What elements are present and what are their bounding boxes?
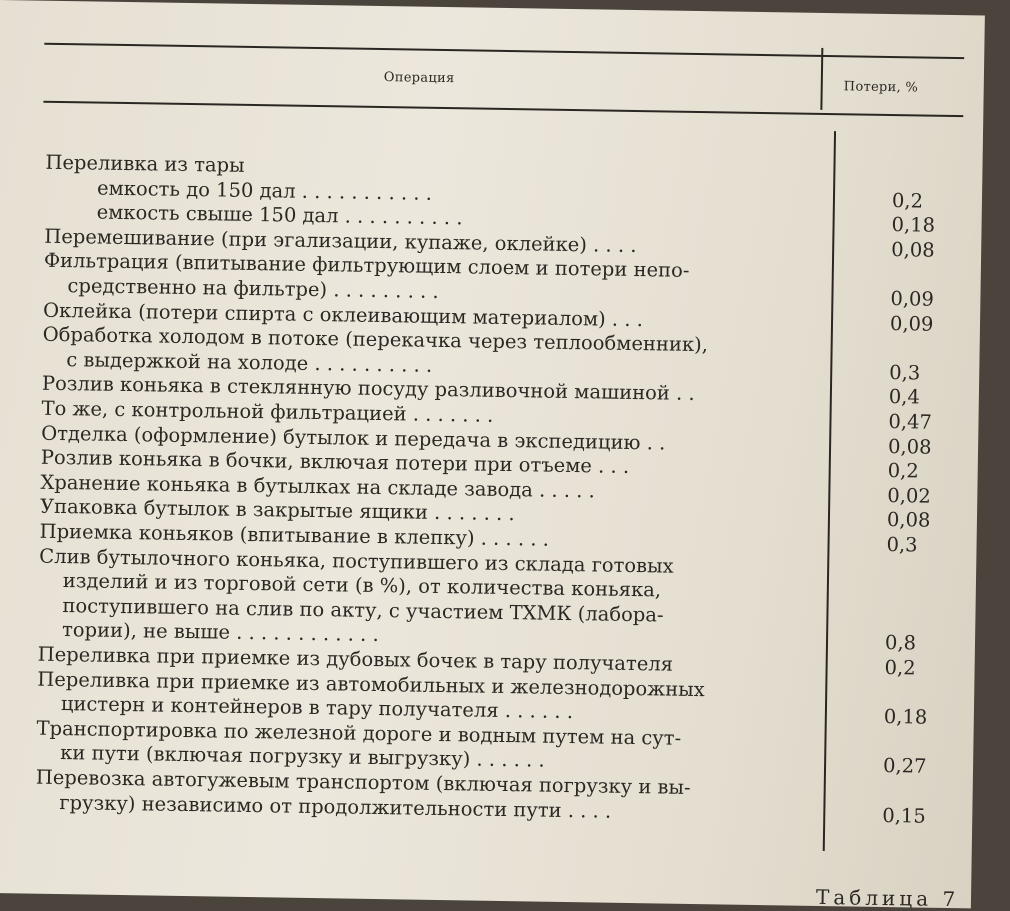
header-losses: Потери, % (843, 79, 919, 96)
header-operation: Операция (383, 70, 455, 87)
header-bottom-rule (43, 101, 963, 117)
table-row-text: Слив бутылочного коньяка, поступившего из склада готовых (39, 544, 674, 578)
table-row-text: Переливка из тары (45, 150, 245, 177)
table-row-value: 0,09 (889, 311, 934, 336)
table-row-value: 0,18 (891, 213, 936, 237)
table-row-text: Перемешивание (при эгализации, купаже, оклейке) . . . . (44, 224, 637, 257)
table-row-text: Хранение коньяка в бутылках на складе завода . . . . . (40, 470, 596, 503)
table-row-text: поступившего на слив по акту, с участием ТХМК (лабора- (62, 593, 664, 627)
table-row-text: Розлив коньяка в бочки, включая потери при отъеме . . . (40, 445, 630, 479)
table-row-text: Перевозка автогужевым транспортом (включая погрузку и вы- (35, 765, 691, 799)
table-row-value: 0,8 (884, 631, 917, 655)
table-row-value: 0,27 (882, 754, 927, 779)
table-row-value: 0,18 (883, 705, 928, 729)
table-row-text: емкость свыше 150 дал . . . . . . . . . . (96, 200, 463, 230)
table-row-text: Розлив коньяка в стеклянную посуду разливочной машиной . . (41, 372, 695, 406)
table-row-text: Переливка при приемке из автомобильных и железнодорожных (37, 667, 705, 701)
table-row-text: Приемка коньяков (впитывание в клепку) . . . . . . (39, 519, 550, 551)
table-row-text: Транспортировка по железной дороге и водным путем на сут- (36, 716, 682, 750)
table-row-text: средственно на фильтре) . . . . . . . . . (67, 274, 439, 303)
table-row-value: 0,02 (887, 483, 931, 508)
table-top-rule (44, 43, 964, 59)
table-row-text: цистерн и контейнеров в тару получателя . . . . . . (60, 692, 574, 724)
table-row-text: изделий и из торговой сети (в %), от количества коньяка, (62, 569, 662, 602)
table-row-text: Фильтрация (впитывание фильтрующим слоем и потери непо- (43, 249, 690, 283)
table-row-text: с выдержкой на холоде . . . . . . . . . . (66, 347, 433, 377)
table-row-text: Отделка (оформление) бутылок и передача в экспедицию . . (41, 421, 666, 455)
table-row-value: 0,2 (887, 459, 919, 483)
table-row-value: 0,08 (887, 434, 932, 459)
table-label: Таблица 7 (815, 884, 960, 911)
table-row-text: То же, с контрольной фильтрацией . . . . . . . (41, 396, 494, 427)
table-row-text: тории), не выше . . . . . . . . . . . . (61, 618, 379, 647)
table-row-text: Упаковка бутылок в закрытые ящики . . . . . . . (39, 495, 515, 526)
table-row-value: 0,08 (891, 237, 935, 262)
table-row-value: 0,08 (886, 508, 931, 533)
table-row-value: 0,2 (891, 188, 924, 213)
table-row-text: ки пути (включая погрузку и выгрузку) . . . . . . (60, 741, 545, 773)
table-row-value: 0,4 (888, 385, 921, 409)
table-row-value: 0,15 (882, 803, 926, 828)
header-divider (820, 48, 823, 110)
table-row-text: грузку) независимо от продолжительности пути . . . . (59, 790, 612, 823)
table-row-text: Обработка холодом в потоке (перекачка через теплообменник), (42, 322, 709, 357)
table-row-value: 0,47 (888, 410, 933, 434)
table-row-value: 0,3 (889, 360, 921, 385)
table-row-text: Переливка при приемке из дубовых бочек в тару получателя (37, 642, 674, 676)
table-row-value: 0,09 (890, 287, 935, 311)
table-row-value: 0,3 (886, 532, 918, 557)
table-row-text: Оклейка (потери спирта с оклеивающим материалом) . . . (42, 298, 644, 331)
table-row-value: 0,2 (884, 655, 916, 680)
table-row-text: емкость до 150 дал . . . . . . . . . . . (96, 176, 433, 205)
